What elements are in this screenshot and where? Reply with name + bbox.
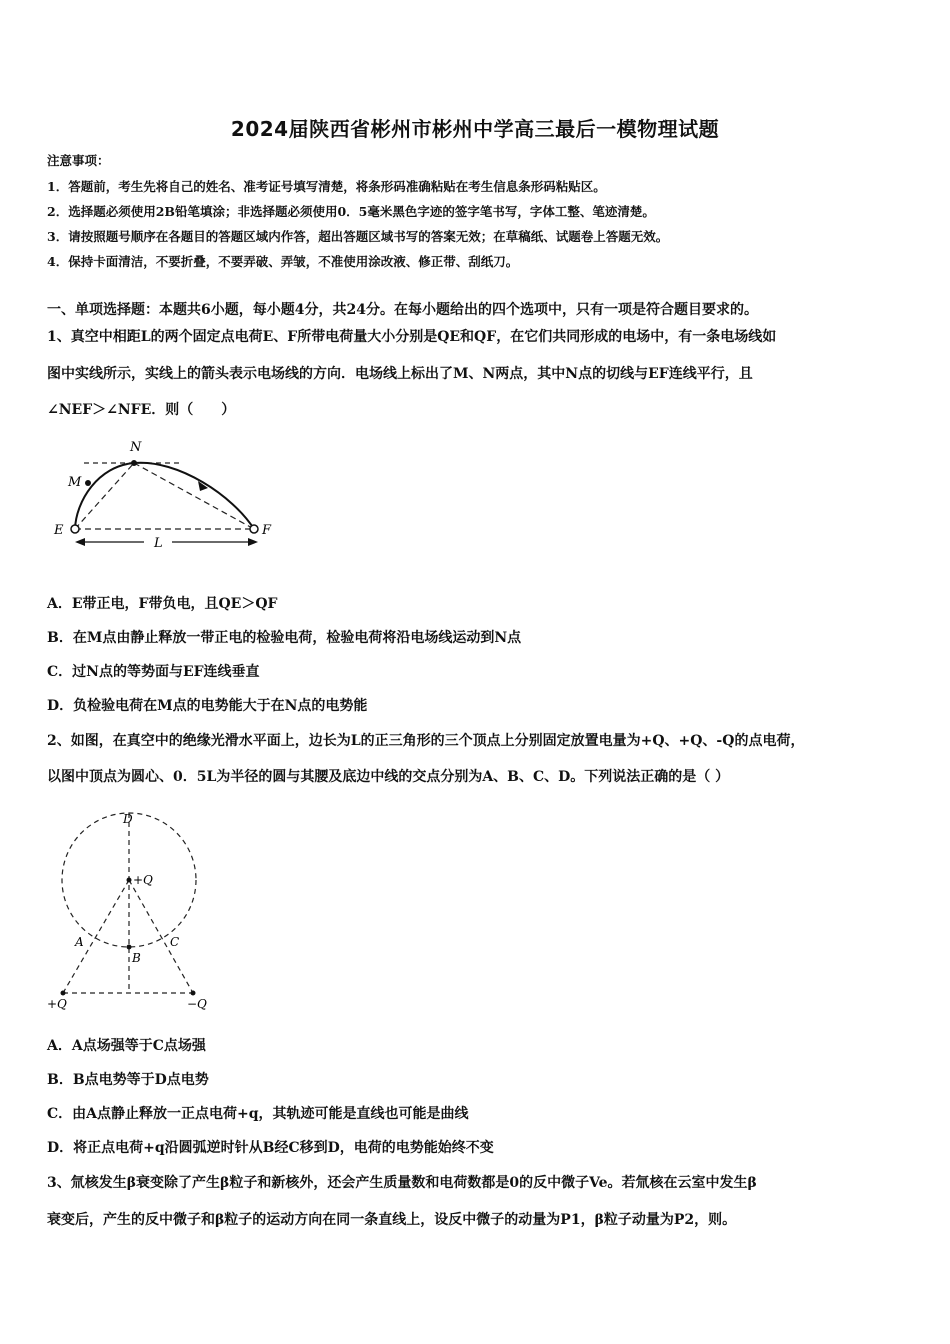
q1-option-c: C．过N点的等势面与EF连线垂直 — [47, 664, 260, 680]
label-B: B — [132, 951, 141, 965]
note-item: 1．答题前，考生先将自己的姓名、准考证号填写清楚，将条形码准确粘贴在考生信息条形码粘贴区。 — [47, 179, 606, 194]
label-C: C — [170, 935, 180, 949]
note-item: 3．请按照题号顺序在各题目的答题区域内作答，超出答题区域书写的答案无效；在草稿纸、试题卷上答题无效。 — [47, 229, 669, 244]
q3-stem-line: 3、氚核发生β衰变除了产生β粒子和新核外，还会产生质量数和电荷数都是0的反中微子Ve。若氚核在云室中发生β — [47, 1175, 757, 1191]
q2-option-b: B．B点电势等于D点电势 — [47, 1072, 209, 1088]
label-D: D — [123, 812, 133, 826]
q1-stem-line: ∠NEF＞∠NFE．则（ ） — [47, 402, 236, 418]
label-A: A — [75, 935, 84, 949]
q2-stem-line: 2、如图，在真空中的绝缘光滑水平面上，边长为L的正三角形的三个顶点上分别固定放置电量为+Q、+Q、-Q的点电荷， — [47, 733, 805, 749]
q1-stem-line: 图中实线所示，实线上的箭头表示电场线的方向．电场线上标出了M、N两点，其中N点的切线与EF连线平行，且 — [47, 366, 753, 382]
q1-option-d: D．负检验电荷在M点的电势能大于在N点的电势能 — [47, 698, 368, 714]
q1-option-b: B．在M点由静止释放一带正电的检验电荷，检验电荷将沿电场线运动到N点 — [47, 630, 522, 646]
q2-triangle-figure — [45, 810, 225, 1015]
label-top-charge: +Q — [133, 873, 153, 887]
note-item: 2．选择题必须使用2B铅笔填涂；非选择题必须使用0．5毫米黑色字迹的签字笔书写，字体工整、笔迹清楚。 — [47, 204, 655, 219]
q2-option-a: A．A点场强等于C点场强 — [47, 1038, 206, 1054]
note-item: 4．保持卡面清洁，不要折叠，不要弄破、弄皱，不准使用涂改液、修正带、刮纸刀。 — [47, 254, 519, 269]
label-M: M — [68, 475, 82, 490]
q1-field-line-figure — [48, 436, 288, 558]
label-L: L — [154, 536, 163, 551]
q2-stem-line: 以图中顶点为圆心、0．5L为半径的圆与其腰及底边中线的交点分别为A、B、C、D。下列说法正确的是（ ） — [47, 769, 730, 785]
q2-option-d: D．将正点电荷+q沿圆弧逆时针从B经C移到D，电荷的电势能始终不变 — [47, 1140, 494, 1156]
label-E: E — [54, 523, 64, 538]
label-F: F — [262, 523, 272, 538]
q3-stem-line: 衰变后，产生的反中微子和β粒子的运动方向在同一条直线上，设反中微子的动量为P1，β粒子动量为P2，则。 — [47, 1212, 737, 1228]
section-heading: 一、单项选择题：本题共6小题，每小题4分，共24分。在每小题给出的四个选项中，只有一项是符合题目要求的。 — [47, 302, 758, 318]
q2-option-c: C．由A点静止释放一正点电荷+q，其轨迹可能是直线也可能是曲线 — [47, 1106, 469, 1122]
label-left-charge: +Q — [47, 997, 67, 1011]
label-right-charge: −Q — [187, 997, 207, 1011]
page-title: 2024届陕西省彬州市彬州中学高三最后一模物理试题 — [230, 117, 720, 141]
label-N: N — [130, 440, 142, 455]
q1-stem-line: 1、真空中相距L的两个固定点电荷E、F所带电荷量大小分别是QE和QF，在它们共同形成的电场中，有一条电场线如 — [47, 329, 777, 345]
notes-heading: 注意事项： — [47, 153, 110, 168]
q1-option-a: A．E带正电，F带负电，且QE＞QF — [47, 596, 278, 612]
